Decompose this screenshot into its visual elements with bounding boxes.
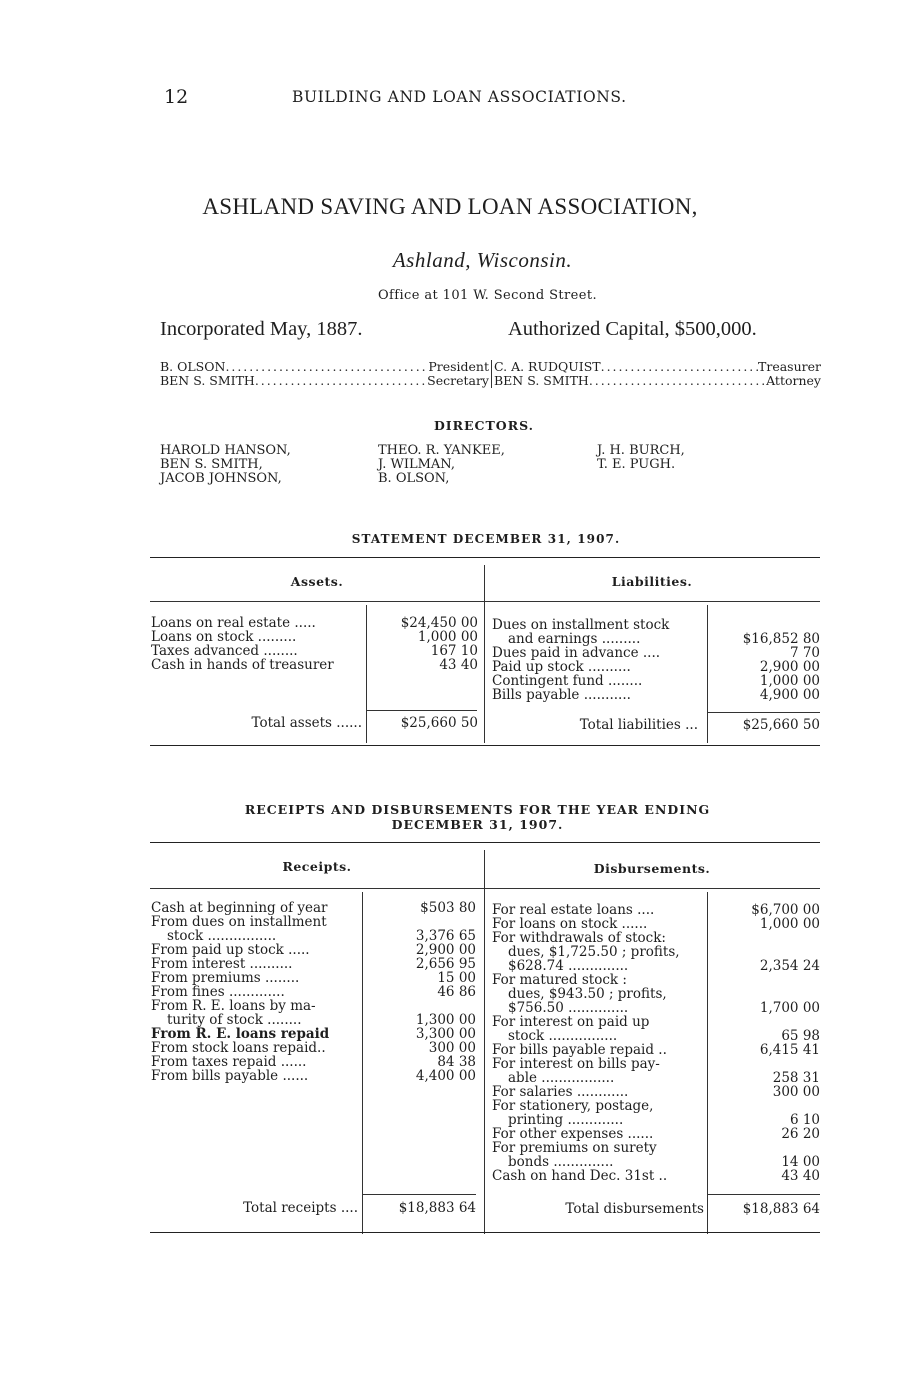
receipt-label: From taxes repaid ...... — [151, 1055, 307, 1069]
total-disbursements-amount: $18,883 64 — [742, 1201, 820, 1217]
receipt-labels — [151, 901, 361, 1083]
officer-title: Secretary — [427, 373, 489, 388]
director-name: BEN S. SMITH, — [160, 457, 263, 472]
total-assets-label: Total assets ...... — [251, 715, 362, 731]
assets-heading: Assets. — [290, 574, 344, 589]
heading-line: DECEMBER 31, 1907. — [391, 817, 564, 832]
receipt-label: From bills payable ...... — [151, 1069, 309, 1083]
disbursement-amount — [710, 973, 820, 987]
total-assets-amount: $25,660 50 — [400, 715, 478, 731]
disbursement-amount: 1,000 00 — [759, 916, 820, 932]
disbursement-label: Cash on hand Dec. 31st .. — [492, 1169, 668, 1183]
receipt-amount: 15 00 — [437, 970, 476, 986]
assets-labels — [151, 616, 365, 672]
officers-list — [160, 360, 822, 388]
liability-amount: 2,900 00 — [759, 659, 820, 675]
table-bottom-rule — [150, 1232, 820, 1233]
receipt-amount: 2,656 95 — [415, 956, 476, 972]
receipt-amount: 4,400 00 — [415, 1068, 476, 1084]
total-receipts-amount: $18,883 64 — [398, 1200, 476, 1216]
disbursement-labels — [492, 903, 706, 1183]
page-header — [164, 86, 824, 110]
director-name: J. WILMAN, — [378, 457, 455, 472]
director-name: B. OLSON, — [378, 471, 450, 486]
officer-entry — [492, 360, 823, 374]
director-name: J. H. BURCH, — [597, 443, 685, 458]
disbursement-label: $756.50 .............. — [508, 1001, 629, 1015]
header-rule — [150, 601, 820, 602]
receipt-label: stock ................ — [167, 929, 277, 943]
receipt-amount: $503 80 — [420, 900, 476, 916]
receipt-amount: 3,376 65 — [415, 928, 476, 944]
authorized-capital: Authorized Capital, $500,000. — [508, 318, 757, 340]
disbursement-label: For withdrawals of stock: — [492, 931, 666, 945]
heading-line: RECEIPTS AND DISBURSEMENTS FOR THE YEAR ENDING — [244, 802, 711, 817]
disbursement-amount — [710, 1015, 820, 1029]
table-top-rule — [150, 557, 820, 558]
liability-label: Bills payable ........... — [492, 688, 631, 702]
officer-entry — [160, 374, 492, 388]
director-name: JACOB JOHNSON, — [160, 471, 282, 486]
disbursement-label: For salaries ............ — [492, 1085, 629, 1099]
disbursement-amount: 2,354 24 — [759, 958, 820, 974]
disbursement-amount: 258 31 — [772, 1070, 820, 1086]
receipt-amounts — [364, 901, 476, 1083]
statement-heading: STATEMENT DECEMBER 31, 1907. — [351, 532, 621, 546]
incorporation-date: Incorporated May, 1887. — [160, 318, 363, 340]
liability-label: Dues paid in advance .... — [492, 646, 661, 660]
receipt-amount: 2,900 00 — [415, 942, 476, 958]
dot-leader — [255, 374, 427, 388]
disbursement-label: able ................. — [508, 1071, 615, 1085]
director-name: HAROLD HANSON, — [160, 443, 291, 458]
office-address: Office at 101 W. Second Street. — [378, 288, 597, 303]
officer-entry — [492, 374, 823, 388]
receipt-amount: 1,300 00 — [415, 1012, 476, 1028]
liabilities-heading: Liabilities. — [611, 574, 693, 589]
disbursement-amount: 300 00 — [772, 1084, 820, 1100]
dot-leader — [601, 360, 758, 374]
receipts-disbursements-heading — [0, 802, 900, 832]
disbursement-amount: 26 20 — [781, 1126, 820, 1142]
receipt-label: From paid up stock ..... — [151, 943, 310, 957]
receipt-label: From dues on installment — [151, 915, 327, 929]
liabilities-amount-divider — [707, 605, 708, 743]
statement-table — [150, 557, 820, 749]
assets-amount-divider — [366, 605, 367, 743]
receipt-amount: 84 38 — [437, 1054, 476, 1070]
receipt-label: From interest .......... — [151, 957, 293, 971]
disbursement-label: dues, $943.50 ; profits, — [508, 987, 667, 1001]
disbursement-label: For stationery, postage, — [492, 1099, 654, 1113]
liability-amount: 7 70 — [789, 645, 820, 661]
receipts-heading: Receipts. — [282, 859, 352, 874]
receipt-amount: 300 00 — [428, 1040, 476, 1056]
disbursement-label: For loans on stock ...... — [492, 917, 648, 931]
asset-amount: 43 40 — [439, 657, 478, 673]
receipt-amount — [364, 915, 476, 929]
disbursement-amount: 1,700 00 — [759, 1000, 820, 1016]
liability-amount: 4,900 00 — [759, 687, 820, 703]
director-name: T. E. PUGH. — [597, 457, 676, 472]
officer-title: Treasurer — [758, 359, 821, 374]
total-receipts-label: Total receipts .... — [243, 1200, 358, 1216]
running-head: BUILDING AND LOAN ASSOCIATIONS. — [292, 88, 627, 106]
disbursement-amount: $6,700 00 — [751, 902, 820, 918]
disbursement-label: stock ................ — [508, 1029, 618, 1043]
disbursement-amount: 6,415 41 — [759, 1042, 820, 1058]
disbursement-label: bonds .............. — [508, 1155, 614, 1169]
disbursements-sum-rule — [708, 1194, 820, 1195]
disbursement-label: For matured stock : — [492, 973, 627, 987]
receipt-label: From R. E. loans by ma- — [151, 999, 316, 1013]
receipt-amount — [364, 999, 476, 1013]
assets-amounts — [368, 616, 478, 672]
receipt-label: From R. E. loans repaid — [151, 1027, 330, 1041]
receipt-label: Cash at beginning of year — [151, 901, 328, 915]
liability-amounts — [710, 618, 820, 702]
assets-sum-rule — [367, 710, 477, 711]
receipt-amount: 3,300 00 — [415, 1026, 476, 1042]
total-liabilities-label: Total liabilities ... — [579, 717, 698, 733]
liability-label: Dues on installment stock — [492, 618, 670, 632]
receipts-amount-divider — [362, 892, 363, 1234]
receipt-label: From premiums ........ — [151, 971, 300, 985]
disbursement-label: For interest on bills pay- — [492, 1057, 660, 1071]
liability-label: and earnings ......... — [508, 632, 641, 646]
total-liabilities-amount: $25,660 50 — [742, 717, 820, 733]
liabilities-sum-rule — [708, 712, 820, 713]
directors-column-1 — [160, 444, 291, 486]
asset-label: Taxes advanced ........ — [151, 644, 298, 658]
disbursement-amount — [710, 1141, 820, 1155]
header-rule — [150, 888, 820, 889]
disbursement-amounts — [710, 903, 820, 1183]
receipt-amount: 46 86 — [437, 984, 476, 1000]
officer-title: President — [428, 359, 489, 374]
disbursement-amount — [710, 1057, 820, 1071]
table-bottom-rule — [150, 745, 820, 746]
disbursement-label: For bills payable repaid .. — [492, 1043, 667, 1057]
officer-name: BEN S. SMITH — [494, 373, 589, 388]
disbursement-amount — [710, 1099, 820, 1113]
asset-amount: $24,450 00 — [400, 615, 478, 631]
liability-labels — [492, 618, 706, 702]
officer-name: BEN S. SMITH — [160, 373, 255, 388]
total-disbursements-label: Total disbursements — [565, 1201, 704, 1217]
liability-label: Paid up stock .......... — [492, 660, 631, 674]
receipts-sum-rule — [363, 1194, 476, 1195]
directors-column-2 — [378, 444, 505, 486]
asset-label: Loans on stock ......... — [151, 630, 297, 644]
dot-leader — [225, 360, 428, 374]
director-name: THEO. R. YANKEE, — [378, 443, 505, 458]
disbursement-label: printing ............. — [508, 1113, 624, 1127]
officer-name: B. OLSON — [160, 359, 226, 374]
dot-leader — [589, 374, 766, 388]
receipt-label: turity of stock ........ — [167, 1013, 302, 1027]
asset-amount: 167 10 — [430, 643, 478, 659]
disbursement-amount — [710, 931, 820, 945]
table-top-rule — [150, 842, 820, 843]
officer-title: Attorney — [766, 373, 821, 388]
asset-label: Cash in hands of treasurer — [151, 658, 334, 672]
directors-heading: DIRECTORS. — [433, 418, 535, 433]
disbursements-heading: Disbursements. — [593, 861, 711, 876]
disbursement-label: dues, $1,725.50 ; profits, — [508, 945, 680, 959]
disbursement-label: For other expenses ...... — [492, 1127, 654, 1141]
column-divider — [484, 850, 485, 1234]
officer-row — [160, 374, 822, 388]
officer-name: C. A. RUDQUIST — [494, 359, 601, 374]
disbursement-label: For real estate loans .... — [492, 903, 655, 917]
liability-amount: 1,000 00 — [759, 673, 820, 689]
disbursement-amount: 14 00 — [781, 1154, 820, 1170]
receipts-disbursements-table — [150, 842, 820, 1238]
disbursements-amount-divider — [707, 892, 708, 1234]
officer-entry — [160, 360, 492, 374]
page-number: 12 — [164, 86, 189, 108]
receipt-label: From fines ............. — [151, 985, 285, 999]
disbursement-amount: 6 10 — [789, 1112, 820, 1128]
officer-row — [160, 360, 822, 374]
disbursement-amount: 65 98 — [781, 1028, 820, 1044]
receipt-label: From stock loans repaid.. — [151, 1041, 326, 1055]
disbursement-label: For interest on paid up — [492, 1015, 650, 1029]
disbursement-label: For premiums on surety — [492, 1141, 657, 1155]
disbursement-label: $628.74 .............. — [508, 959, 629, 973]
association-location: Ashland, Wisconsin. — [392, 248, 573, 272]
disbursement-amount — [710, 945, 820, 959]
liability-amount — [710, 618, 820, 632]
disbursement-amount — [710, 987, 820, 1001]
association-name: ASHLAND SAVING AND LOAN ASSOCIATION, — [202, 194, 698, 219]
liability-amount: $16,852 80 — [742, 631, 820, 647]
disbursement-amount: 43 40 — [781, 1168, 820, 1184]
asset-label: Loans on real estate ..... — [151, 616, 316, 630]
liability-label: Contingent fund ........ — [492, 674, 643, 688]
asset-amount: 1,000 00 — [417, 629, 478, 645]
directors-column-3 — [597, 444, 685, 472]
